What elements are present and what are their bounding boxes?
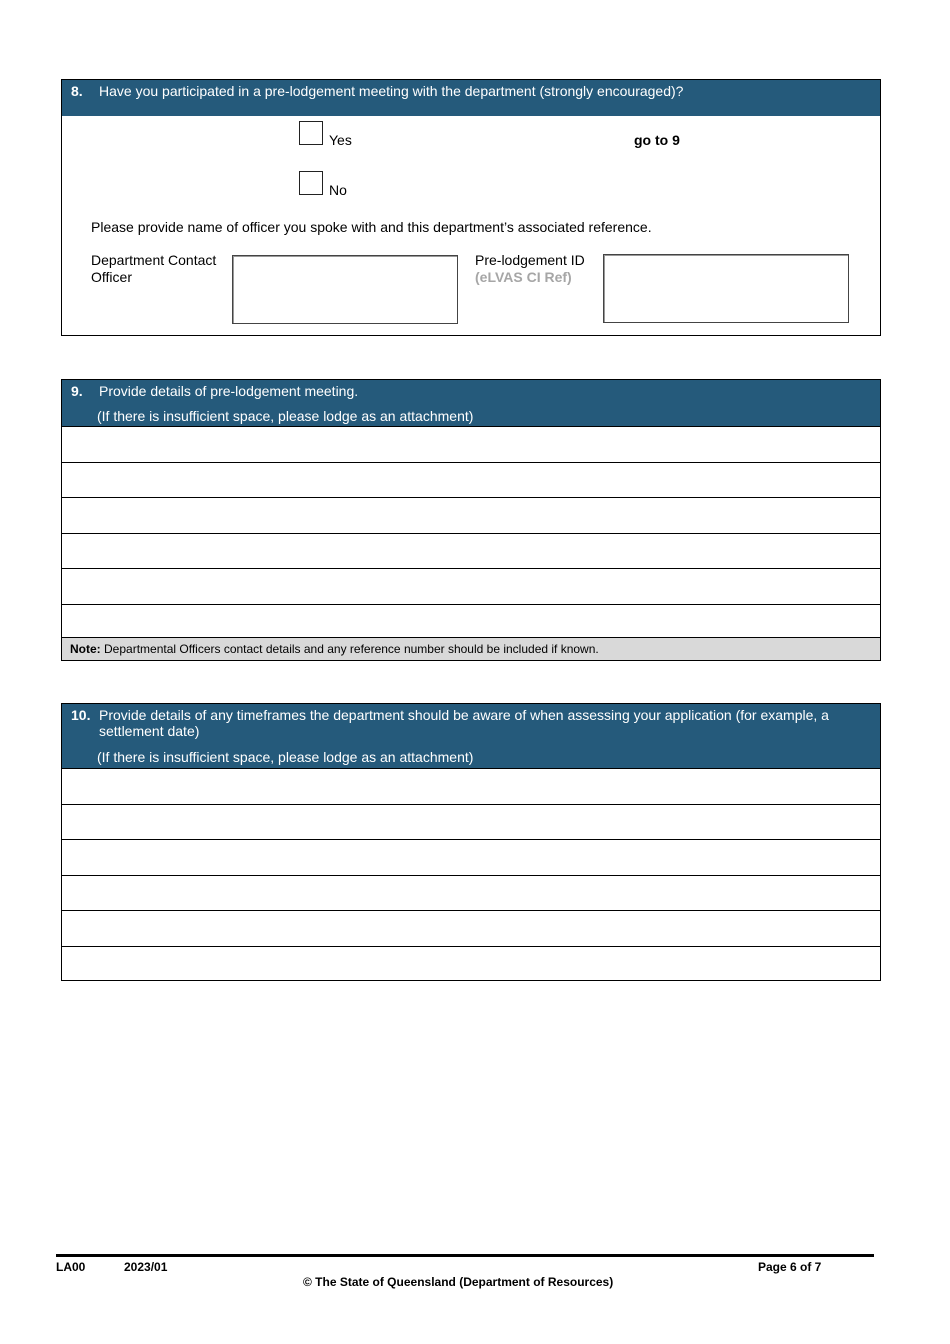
elvas-ref-label: (eLVAS CI Ref): [475, 269, 572, 285]
attachment-hint: (If there is insufficient space, please lodge as an attachment): [97, 408, 474, 424]
answer-line[interactable]: [62, 462, 880, 498]
officer-prompt: Please provide name of officer you spoke with and this department’s associated reference.: [91, 219, 652, 235]
question-text: Provide details of pre-lodgement meeting.: [99, 383, 359, 399]
no-label: No: [329, 182, 347, 198]
contact-officer-label-line2: Officer: [91, 269, 132, 285]
answer-line[interactable]: [62, 568, 880, 604]
contact-officer-field[interactable]: [232, 255, 458, 324]
copyright: © The State of Queensland (Department of Resources): [303, 1275, 614, 1289]
question-text: Provide details of any timeframes the department should be aware of when assessing your application (for example, a settlement date): [99, 707, 829, 739]
answer-line[interactable]: [62, 768, 880, 804]
answer-line[interactable]: [62, 533, 880, 569]
answer-line[interactable]: [62, 804, 880, 840]
question-number: 9.: [71, 383, 83, 399]
question-number: 8.: [71, 83, 83, 99]
question-10-section: [61, 703, 881, 981]
answer-line[interactable]: [62, 497, 880, 533]
answer-line[interactable]: [62, 604, 880, 640]
contact-officer-label: Department Contact: [91, 252, 217, 268]
form-version: 2023/01: [124, 1260, 168, 1274]
note-text: Departmental Officers contact details and any reference number should be included if known.: [100, 642, 599, 656]
pre-lodgement-id-field[interactable]: [603, 254, 849, 323]
question-9-header: [62, 380, 880, 426]
footer-divider: [56, 1254, 874, 1257]
no-checkbox[interactable]: [299, 171, 323, 195]
answer-line[interactable]: [62, 946, 880, 982]
answer-lines: [62, 768, 880, 982]
answer-line[interactable]: [62, 875, 880, 911]
attachment-hint: (If there is insufficient space, please lodge as an attachment): [97, 749, 474, 765]
question-8-header: [62, 80, 880, 116]
question-text: Have you participated in a pre-lodgement meeting with the department (strongly encouraged)?: [99, 83, 684, 99]
answer-line[interactable]: [62, 839, 880, 875]
answer-lines: [62, 426, 880, 640]
yes-checkbox[interactable]: [299, 121, 323, 145]
page-number: Page 6 of 7: [758, 1260, 822, 1274]
answer-line[interactable]: [62, 910, 880, 946]
note-label: Note:: [70, 642, 101, 656]
answer-line[interactable]: [62, 426, 880, 462]
pre-lodgement-id-label: Pre-lodgement ID: [475, 252, 585, 268]
question-8-section: [61, 79, 881, 336]
yes-label: Yes: [329, 132, 352, 148]
form-code: LA00: [56, 1260, 86, 1274]
question-10-header: [62, 704, 880, 768]
question-number: 10.: [71, 707, 91, 723]
question-9-section: [61, 379, 881, 661]
note-bar: [62, 637, 880, 660]
yes-instruction: go to 9: [634, 132, 680, 148]
